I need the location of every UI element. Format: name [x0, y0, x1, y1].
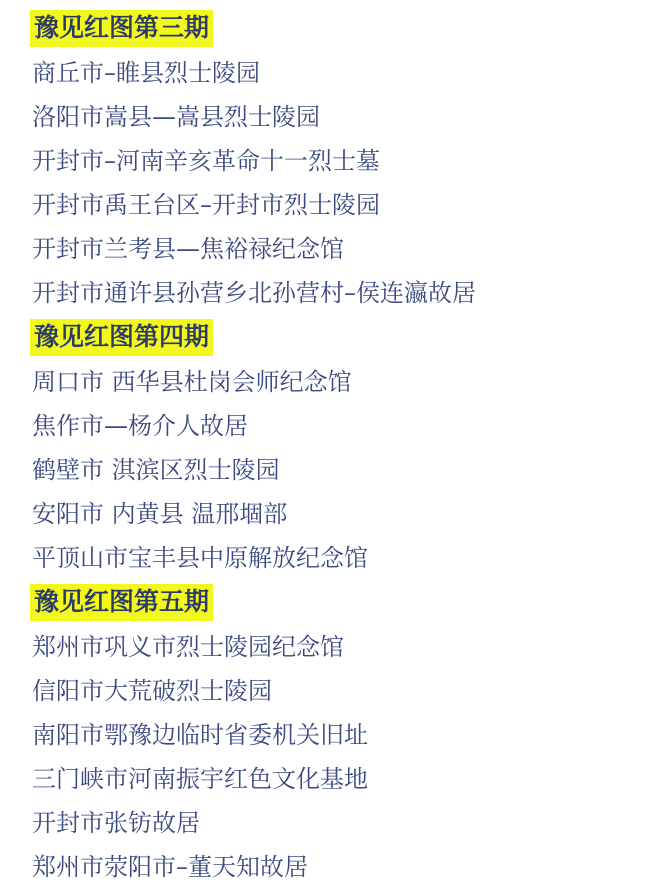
list-item: 商丘市–睢县烈士陵园 [32, 59, 260, 87]
list-item: 周口市 西华县杜岗会师纪念馆 [32, 368, 352, 396]
list-item: 安阳市 内黄县 温邢堌部 [32, 500, 288, 528]
list-item: 郑州市荥阳市–董天知故居 [32, 853, 308, 881]
list-item: 郑州市巩义市烈士陵园纪念馆 [32, 633, 344, 661]
section-title: 豫见红图第三期 [30, 10, 213, 47]
list-item: 洛阳市嵩县—嵩县烈士陵园 [32, 103, 320, 131]
list-item: 开封市–河南辛亥革命十一烈士墓 [32, 147, 380, 175]
list-item: 南阳市鄂豫边临时省委机关旧址 [32, 721, 368, 749]
list-item: 开封市张钫故居 [32, 809, 200, 837]
section-episode-3 [30, 6, 650, 315]
list-item: 三门峡市河南振宇红色文化基地 [32, 765, 368, 793]
list-item: 焦作市—杨介人故居 [32, 412, 248, 440]
list-item: 信阳市大荒破烈士陵园 [32, 677, 272, 705]
section-title: 豫见红图第四期 [30, 319, 213, 356]
section-episode-4 [30, 315, 650, 580]
section-title: 豫见红图第五期 [30, 584, 213, 621]
list-item: 鹤壁市 淇滨区烈士陵园 [32, 456, 280, 484]
section-episode-5 [30, 580, 650, 889]
list-item: 平顶山市宝丰县中原解放纪念馆 [32, 544, 368, 572]
list-item: 开封市兰考县—焦裕禄纪念馆 [32, 235, 344, 263]
list-item: 开封市通许县孙营乡北孙营村–侯连瀛故居 [32, 279, 476, 307]
list-item: 开封市禹王台区–开封市烈士陵园 [32, 191, 380, 219]
